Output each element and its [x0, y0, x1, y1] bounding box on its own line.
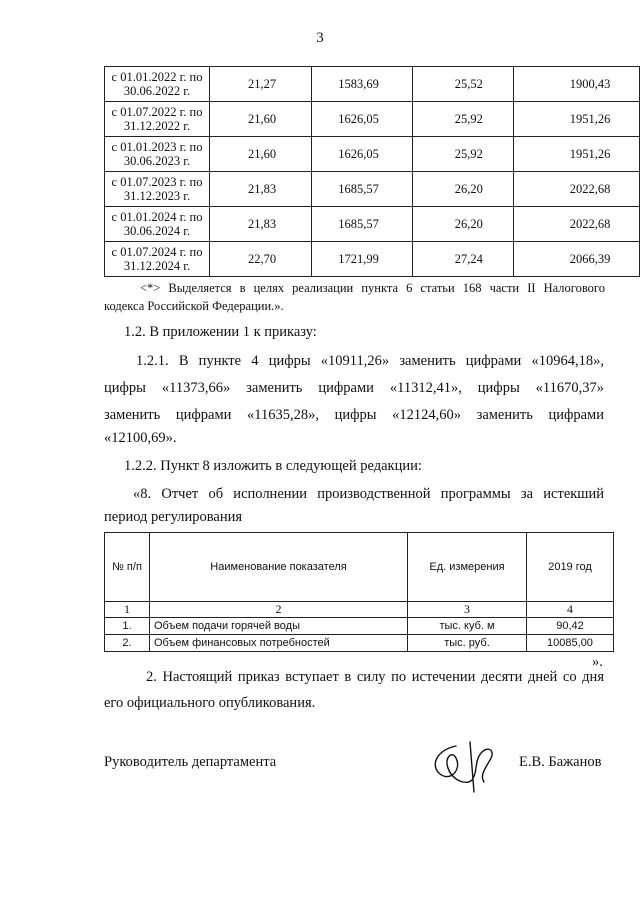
- rate-value: 21,83: [210, 207, 312, 242]
- rate-value: 25,52: [412, 67, 513, 102]
- period-cell: [105, 102, 210, 137]
- footnote-line-1: <*> Выделяется в целях реализации пункта 6 статьи 168 части II Налогового: [140, 281, 605, 295]
- table-row: [105, 137, 640, 172]
- rate-value: 25,92: [412, 137, 513, 172]
- unit: тыс. куб. м: [408, 618, 527, 635]
- section-1-2-1-line-4: «12100,69».: [104, 430, 177, 446]
- table-row: [105, 618, 614, 635]
- rate-value: 2022,68: [513, 207, 639, 242]
- page-number: 3: [316, 30, 324, 46]
- rate-value: 1721,99: [312, 242, 413, 277]
- value: 10085,00: [527, 635, 614, 652]
- period-line: с 01.01.2022 г. по: [111, 69, 203, 84]
- column-number: 2: [150, 602, 408, 618]
- row-number: 2.: [105, 635, 150, 652]
- table-row: [105, 102, 640, 137]
- footnote-line-2: кодекса Российской Федерации.».: [104, 299, 284, 313]
- header-number: № п/п: [105, 533, 150, 602]
- column-number: 4: [527, 602, 614, 618]
- indicator-name: Объем финансовых потребностей: [150, 635, 408, 652]
- period-line: 31.12.2024 г.: [123, 259, 191, 273]
- section-2-line-1: 2. Настоящий приказ вступает в силу по истечении десяти дней со дня: [146, 669, 604, 685]
- period-cell: [105, 207, 210, 242]
- rate-value: 1626,05: [312, 137, 413, 172]
- rate-value: 26,20: [412, 207, 513, 242]
- indicator-name: Объем подачи горячей воды: [150, 618, 408, 635]
- section-1-2-1-line-3: заменить цифрами «11635,28», цифры «12124,60» заменить цифрами: [104, 407, 604, 423]
- column-number: 1: [105, 602, 150, 618]
- section-1-2-1-line-1: 1.2.1. В пункте 4 цифры «10911,26» заменить цифрами «10964,18»,: [136, 353, 604, 369]
- period-cell: [105, 172, 210, 207]
- section-1-2: 1.2. В приложении 1 к приказу:: [124, 324, 317, 340]
- quote-line-2: период регулирования: [104, 509, 243, 525]
- period-line: 31.12.2022 г.: [123, 119, 191, 133]
- rate-value: 22,70: [210, 242, 312, 277]
- period-cell: [105, 242, 210, 277]
- table-row: [105, 207, 640, 242]
- rate-value: 1951,26: [513, 102, 639, 137]
- row-number: 1.: [105, 618, 150, 635]
- period-line: с 01.07.2024 г. по: [111, 244, 203, 259]
- quote-line-1: «8. Отчет об исполнении производственной программы за истекший: [133, 486, 604, 502]
- period-line: 30.06.2022 г.: [123, 84, 191, 98]
- header-unit: Ед. измерения: [408, 533, 527, 602]
- table-row: [105, 67, 640, 102]
- section-2-line-2: его официального опубликования.: [104, 695, 316, 711]
- tariff-table: [104, 66, 640, 277]
- header-indicator: Наименование показателя: [150, 533, 408, 602]
- period-line: 30.06.2023 г.: [123, 154, 191, 168]
- period-line: 30.06.2024 г.: [123, 224, 191, 238]
- period-line: с 01.07.2023 г. по: [111, 174, 203, 189]
- rate-value: 1583,69: [312, 67, 413, 102]
- rate-value: 27,24: [412, 242, 513, 277]
- section-1-2-1-line-2: цифры «11373,66» заменить цифрами «11312,41», цифры «11670,37»: [104, 380, 604, 396]
- period-cell: [105, 67, 210, 102]
- rate-value: 21,60: [210, 102, 312, 137]
- value: 90,42: [527, 618, 614, 635]
- rate-value: 26,20: [412, 172, 513, 207]
- production-report-table: [104, 532, 614, 652]
- rate-value: 1626,05: [312, 102, 413, 137]
- section-1-2-2: 1.2.2. Пункт 8 изложить в следующей редакции:: [124, 458, 422, 474]
- table-row: [105, 172, 640, 207]
- period-line: с 01.07.2022 г. по: [111, 104, 203, 119]
- table-row: [105, 635, 614, 652]
- column-number: 3: [408, 602, 527, 618]
- period-line: с 01.01.2023 г. по: [111, 139, 203, 154]
- rate-value: 25,92: [412, 102, 513, 137]
- rate-value: 21,83: [210, 172, 312, 207]
- rate-value: 2022,68: [513, 172, 639, 207]
- table-row: [105, 242, 640, 277]
- signatory-title: Руководитель департамента: [104, 754, 277, 770]
- rate-value: 1951,26: [513, 137, 639, 172]
- rate-value: 21,27: [210, 67, 312, 102]
- signatory-name: Е.В. Бажанов: [519, 754, 602, 770]
- period-cell: [105, 137, 210, 172]
- rate-value: 21,60: [210, 137, 312, 172]
- rate-value: 1685,57: [312, 207, 413, 242]
- header-year: 2019 год: [527, 533, 614, 602]
- rate-value: 2066,39: [513, 242, 639, 277]
- closing-quote: ».: [592, 654, 603, 670]
- rate-value: 1685,57: [312, 172, 413, 207]
- rate-value: 1900,43: [513, 67, 639, 102]
- handwritten-signature: [426, 736, 512, 796]
- unit: тыс. руб.: [408, 635, 527, 652]
- period-line: 31.12.2023 г.: [123, 189, 191, 203]
- period-line: с 01.01.2024 г. по: [111, 209, 203, 224]
